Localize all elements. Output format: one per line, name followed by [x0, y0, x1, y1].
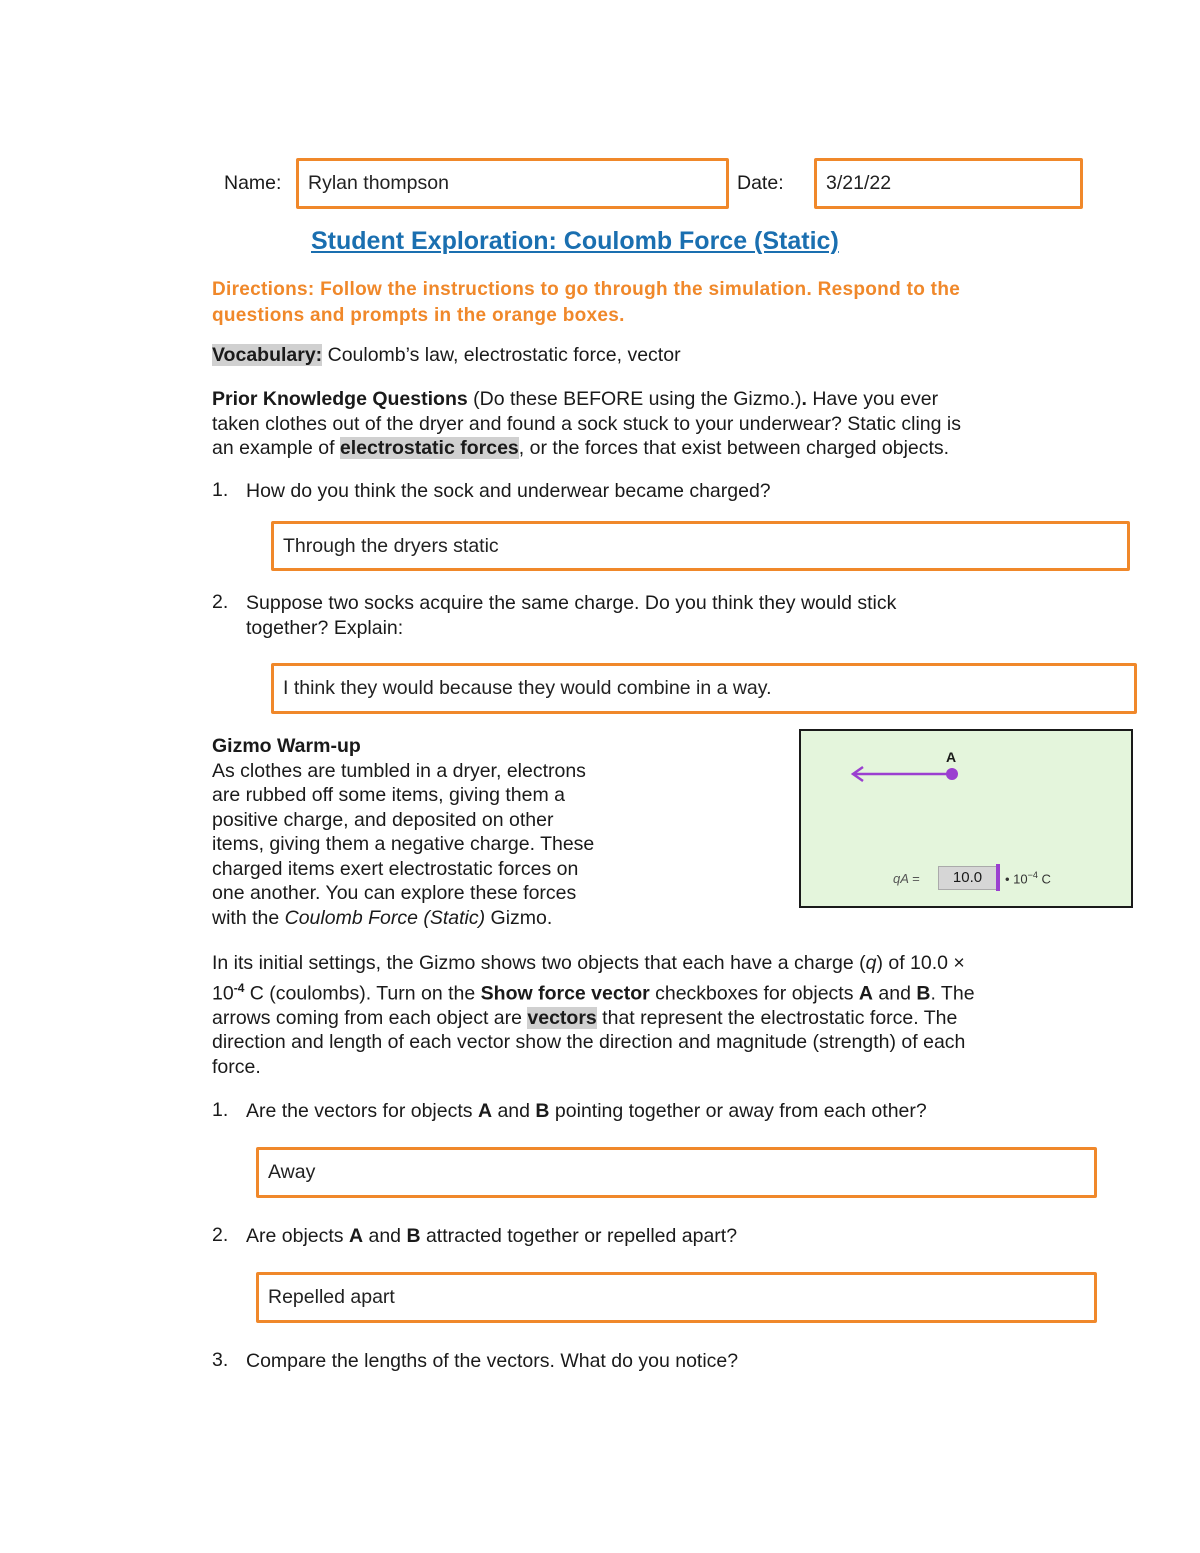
page-title: Student Exploration: Coulomb Force (Static) [311, 227, 839, 255]
directions-line: questions and prompts in the orange boxes. [212, 305, 625, 326]
warmup-question-1 [246, 1099, 927, 1124]
name-label: Name: [224, 172, 282, 194]
gizmo-screenshot [799, 729, 1133, 908]
settings-paragraph [212, 951, 1112, 1079]
question-text: A [348, 1225, 364, 1247]
settings-text: A [858, 982, 873, 1004]
settings-text: force. [212, 1055, 261, 1078]
term-vectors: vectors [527, 1006, 597, 1029]
vocabulary-text: Coulomb’s law, electrostatic force, vector [322, 344, 681, 366]
show-force-vector-term: Show force vector [480, 982, 650, 1004]
prior-knowledge [212, 387, 1112, 461]
exponent: -4 [233, 980, 245, 995]
prior-text: , or the forces that exist between charged objects. [518, 437, 950, 459]
settings-text: B [916, 982, 931, 1004]
directions-line: Directions: Follow the instructions to go through the simulation. Respond to the [212, 279, 961, 300]
warmup-text: with the [212, 906, 285, 929]
settings-text: C (coulombs). Turn on the [244, 982, 481, 1004]
gizmo-name: Coulomb Force (Static) [284, 906, 486, 929]
settings-text: ) of 10.0 × [876, 952, 965, 974]
prior-text: Have you ever [806, 388, 939, 410]
vocabulary-label: Vocabulary: [212, 344, 323, 366]
answer-box-prior-2[interactable]: I think they would because they would combine in a way. [271, 663, 1137, 714]
prior-heading: Prior Knowledge Questions [212, 388, 468, 410]
prior-question-2 [246, 591, 896, 640]
prior-text: taken clothes out of the dryer and found a sock stuck to your underwear? Static cling is [212, 412, 961, 435]
question-text: Are objects [246, 1225, 349, 1247]
question-text: together? Explain: [246, 616, 404, 639]
warmup-text: are rubbed off some items, giving them a [212, 784, 565, 806]
settings-text: direction and length of each vector show the direction and magnitude (strength) of each [212, 1031, 966, 1053]
warmup-question-3: Compare the lengths of the vectors. What do you notice? [246, 1350, 739, 1372]
question-text: and [363, 1225, 407, 1247]
charge-input[interactable]: 10.0 [938, 866, 997, 890]
settings-text: that represent the electrostatic force. The [596, 1006, 958, 1029]
settings-text: 10 [212, 982, 234, 1004]
prior-text: . [801, 388, 807, 410]
warmup-section [212, 734, 652, 930]
name-field[interactable]: Rylan thompson [296, 158, 729, 209]
charge-unit [1005, 870, 1051, 886]
warmup-text: charged items exert electrostatic forces on [212, 857, 579, 880]
question-text: pointing together or away from each other? [549, 1100, 927, 1122]
unit-text: C [1037, 871, 1051, 887]
settings-text: arrows coming from each object are [212, 1006, 528, 1029]
force-vector-a [841, 761, 971, 791]
settings-text: In its initial settings, the Gizmo shows two objects that each have a charge ( [212, 952, 866, 974]
warmup-text: Gizmo. [485, 906, 553, 929]
warmup-text: positive charge, and deposited on other [212, 808, 554, 831]
question-text: Suppose two socks acquire the same charge. Do you think they would stick [246, 592, 897, 614]
question-text: B [406, 1225, 421, 1247]
question-number: 3. [212, 1349, 229, 1371]
settings-text: . The [930, 982, 975, 1004]
charge-slider-handle[interactable] [996, 864, 1000, 891]
prior-question-1: How do you think the sock and underwear became charged? [246, 480, 771, 502]
question-number: 2. [212, 591, 229, 613]
vocabulary [212, 343, 681, 368]
settings-text: checkboxes for objects [649, 982, 859, 1004]
settings-text: and [872, 982, 917, 1004]
question-number: 1. [212, 479, 229, 501]
question-text: Are the vectors for objects [246, 1100, 478, 1122]
question-text: and [492, 1100, 536, 1122]
date-label: Date: [737, 172, 784, 194]
answer-box-prior-1[interactable]: Through the dryers static [271, 521, 1130, 571]
prior-text: (Do these BEFORE using the Gizmo.) [467, 388, 802, 410]
warmup-text: items, giving them a negative charge. These [212, 833, 595, 855]
warmup-question-2 [246, 1224, 737, 1249]
unit-exponent: −4 [1027, 870, 1038, 880]
date-field[interactable]: 3/21/22 [814, 158, 1083, 209]
warmup-text: As clothes are tumbled in a dryer, electrons [212, 759, 586, 782]
settings-text: q [865, 952, 877, 974]
object-a-label: A [946, 749, 957, 765]
answer-box-warmup-1[interactable]: Away [256, 1147, 1097, 1198]
question-text: attracted together or repelled apart? [420, 1225, 738, 1247]
directions [212, 277, 960, 329]
object-a[interactable] [946, 768, 958, 780]
charge-label: qA = [893, 871, 920, 886]
unit-text: • 10 [1005, 871, 1028, 887]
question-number: 1. [212, 1099, 229, 1121]
question-number: 2. [212, 1224, 229, 1246]
warmup-text: one another. You can explore these forces [212, 882, 577, 904]
question-text: A [477, 1100, 493, 1122]
term-electrostatic-forces: electrostatic forces [339, 437, 519, 459]
answer-box-warmup-2[interactable]: Repelled apart [256, 1272, 1097, 1323]
prior-text: an example of [212, 437, 340, 459]
question-text: B [535, 1100, 550, 1122]
warmup-heading: Gizmo Warm-up [212, 735, 361, 757]
